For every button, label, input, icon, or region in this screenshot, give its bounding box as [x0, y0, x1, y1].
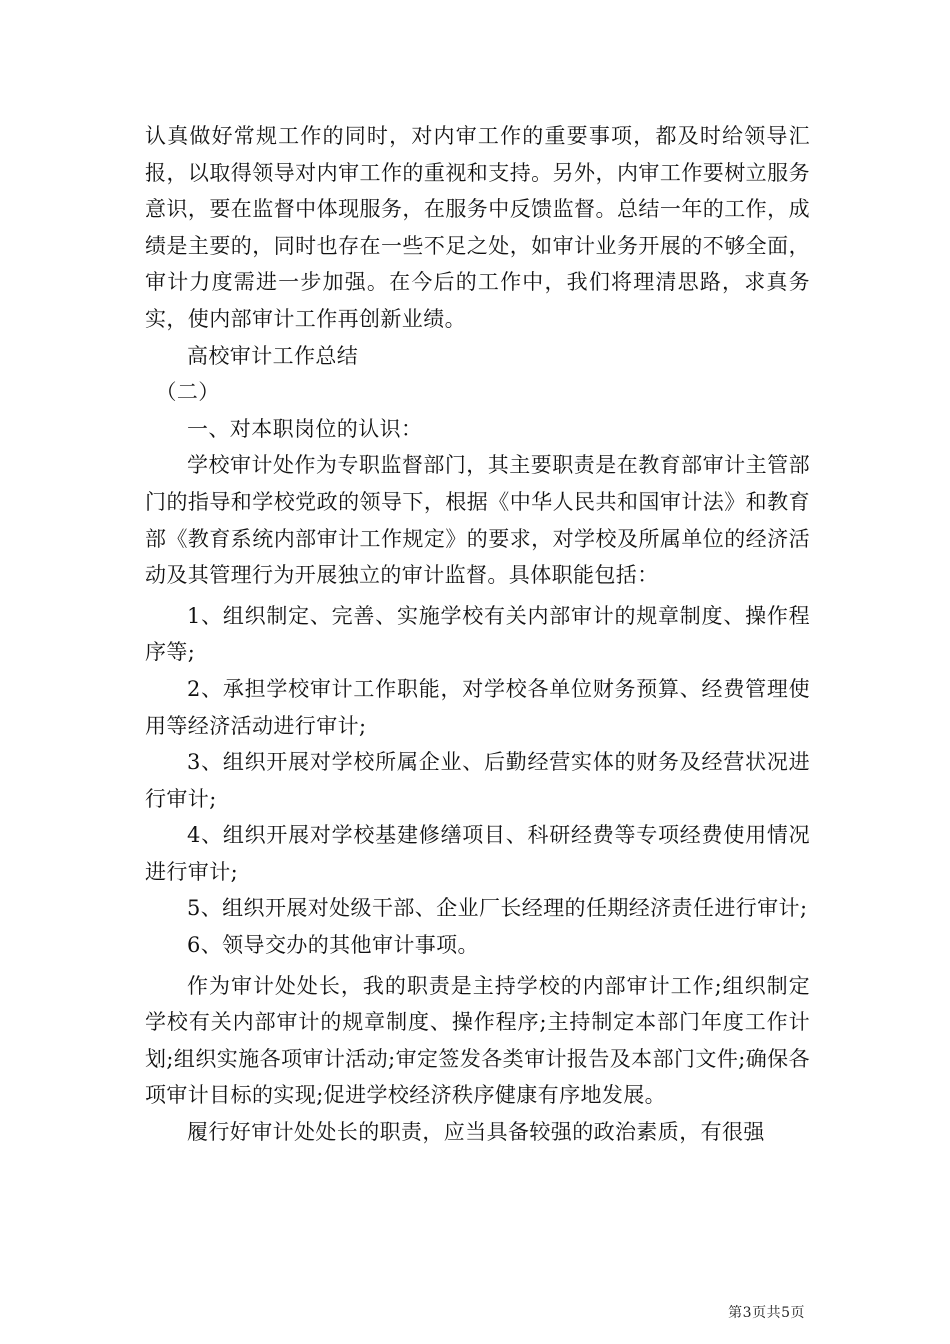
paragraph-qualities: 履行好审计处处长的职责，应当具备较强的政治素质，有很强 [187, 1120, 765, 1145]
paragraph-responsibilities: 作为审计处处长，我的职责是主持学校的内部审计工作;组织制定学校有关内部审计的规章制度、操作程序;主持制定本部门年度工作计划;组织实施各项审计活动;审定签发各类审计报告及本部门文件;确保各项审计目标的实现;促进学校经济秩序健康有序地发展。 [145, 973, 810, 1108]
list-item: 1、组织制定、完善、实施学校有关内部审计的规章制度、操作程序等; [145, 603, 810, 665]
section-title: 高校审计工作总结 [187, 343, 359, 368]
page-number: 第3页共5页 [728, 1305, 805, 1321]
paragraph-continuation: 认真做好常规工作的同时，对内审工作的重要事项，都及时给领导汇报，以取得领导对内审工作的重视和支持。另外，内审工作要树立服务意识，要在监督中体现服务，在服务中反馈监督。总结一年的工作，成绩是主要的，同时也存在一些不足之处，如审计业务开展的不够全面，审计力度需进一步加强。在今后的工作中，我们将理清思路，求真务实，使内部审计工作再创新业绩。 [145, 124, 810, 331]
document-body [145, 118, 810, 1151]
list-item: 2、承担学校审计工作职能，对学校各单位财务预算、经费管理使用等经济活动进行审计; [145, 676, 810, 738]
list-item: 6、领导交办的其他审计事项。 [187, 933, 479, 958]
section-subtitle: （二） [155, 380, 220, 405]
paragraph-duties: 学校审计处作为专职监督部门，其主要职责是在教育部审计主管部门的指导和学校党政的领导下，根据《中华人民共和国审计法》和教育部《教育系统内部审计工作规定》的要求，对学校及所属单位的经济活动及其管理行为开展独立的审计监督。具体职能包括： [145, 453, 810, 588]
list-item: 4、组织开展对学校基建修缮项目、科研经费等专项经费使用情况进行审计; [145, 823, 810, 884]
list-item: 5、组织开展对处级干部、企业厂长经理的任期经济责任进行审计; [187, 896, 808, 921]
section-heading: 一、对本职岗位的认识： [187, 416, 423, 441]
list-item: 3、组织开展对学校所属企业、后勤经营实体的财务及经营状况进行审计; [145, 750, 810, 811]
